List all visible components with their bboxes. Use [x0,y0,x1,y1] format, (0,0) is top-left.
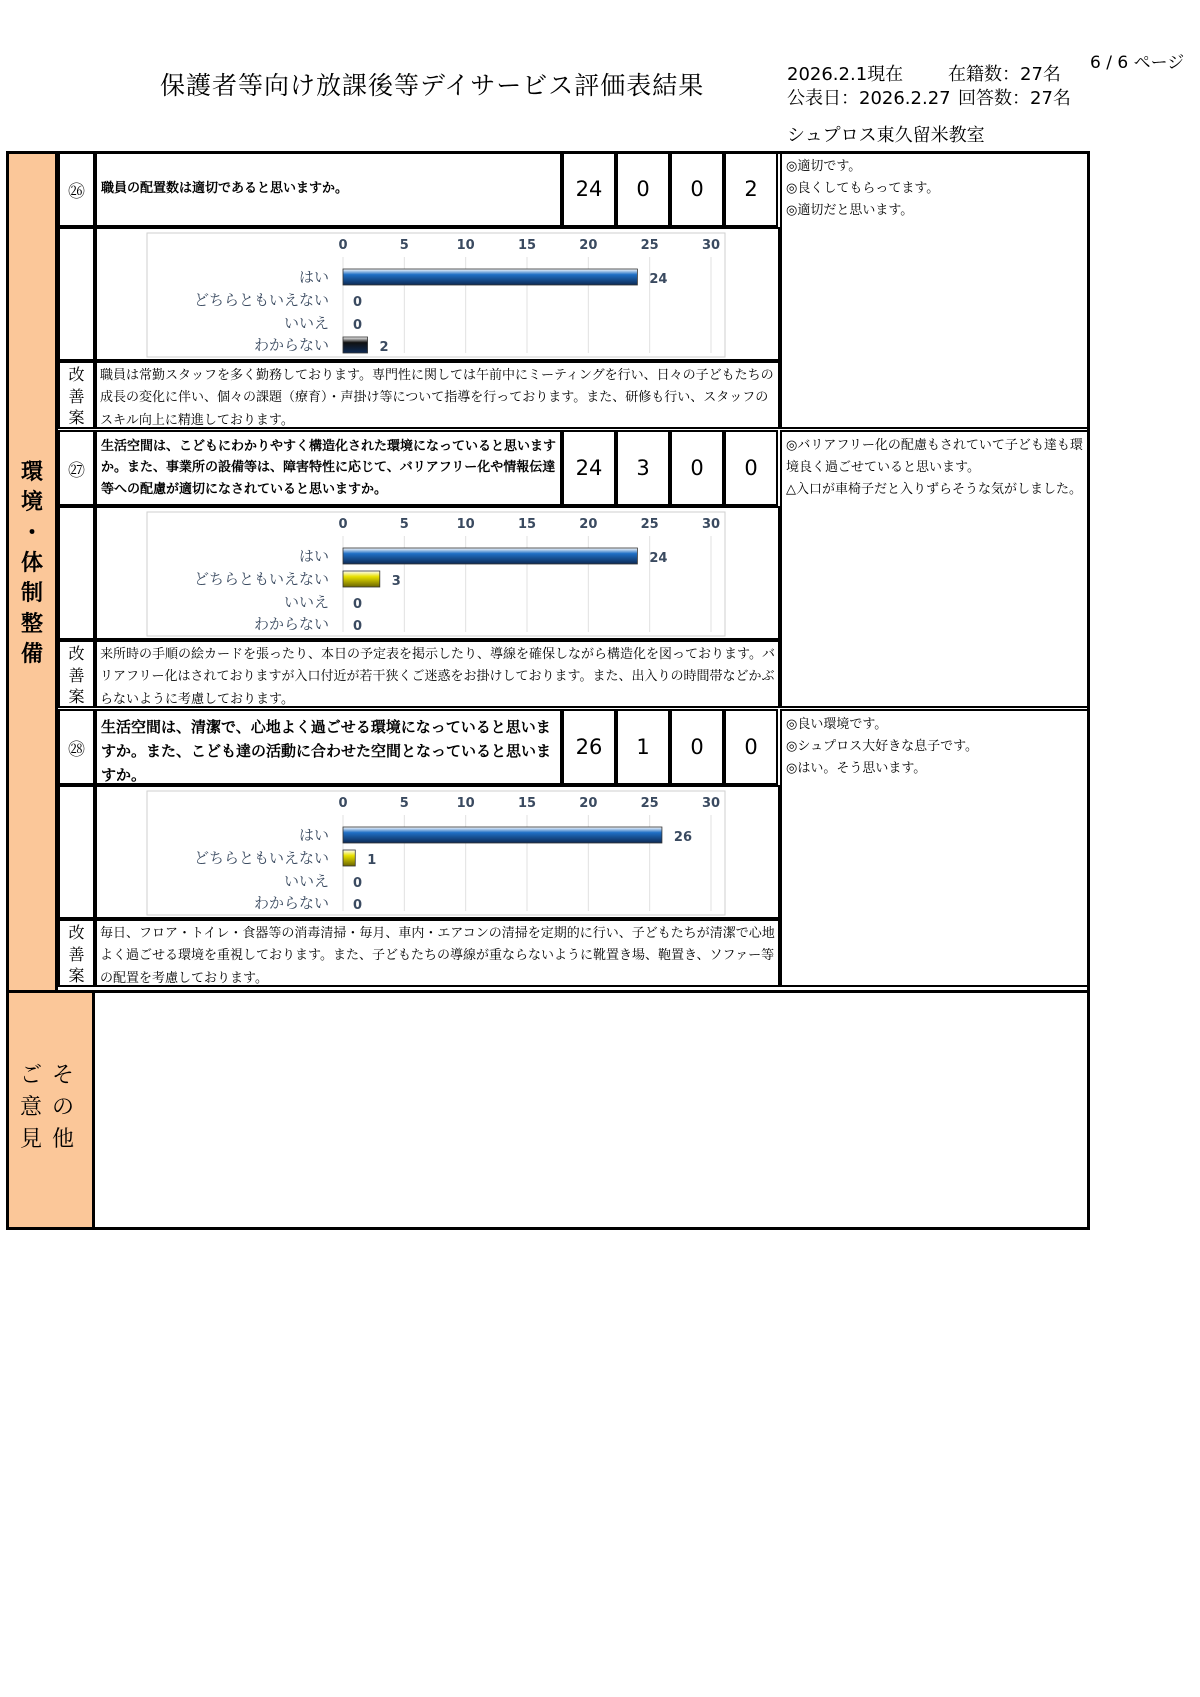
bar [343,850,355,866]
chart-row-spacer [58,227,95,361]
category-label: どちらともいえない [193,291,329,309]
x-tick-label: 0 [338,517,348,532]
category-label: いいえ [283,314,329,332]
other-opinions-content[interactable] [95,993,1085,1227]
data-label: 0 [353,295,363,310]
response-count: 回答数：27名 [958,88,1071,109]
count-yes: 26 [562,709,616,785]
kaizen-text: 来所時の手順の絵カードを張ったり、本日の予定表を掲示したり、導線を確保しながら構造化を図っております。バリアフリー化はされておりますが入口付近が若干狭くご迷惑をお掛けしております。また、出入りの時間帯などかぶらないように考慮しております。 [95,640,780,708]
response-bar-chart [97,787,780,919]
bar [343,827,662,843]
other-label: ご 意 見 そ の 他 [20,1063,75,1152]
count-unknown: 0 [724,709,778,785]
question-text: 職員の配置数は適切であると思いますか。 [95,151,562,227]
data-label: 0 [353,318,363,333]
chart-cell [95,506,780,640]
data-label: 3 [391,574,401,589]
parent-comments: ◎良い環境です。 ◎シュプロス大好きな息子です。 ◎はい。そう思います。 [780,709,1090,987]
category-label: どちらともいえない [193,849,329,867]
category-label: はい [298,826,329,844]
x-tick-label: 0 [338,238,348,253]
count-unknown: 0 [724,430,778,506]
count-yes: 24 [562,151,616,227]
x-tick-label: 5 [399,517,409,532]
x-tick-label: 25 [640,238,659,253]
data-label: 24 [649,551,668,566]
response-bar-chart [97,508,780,640]
data-label: 2 [379,340,389,355]
parent-comments: ◎適切です。 ◎良くしてもらってます。 ◎適切だと思います。 [780,151,1090,429]
chart-cell [95,785,780,919]
count-no: 0 [670,430,724,506]
category-label: いいえ [283,593,329,611]
count-neutral: 1 [616,709,670,785]
question-number: ㉗ [58,430,95,506]
x-tick-label: 30 [701,517,721,532]
x-tick-label: 0 [338,796,348,811]
count-neutral: 3 [616,430,670,506]
question-number: ㉖ [58,151,95,227]
x-tick-label: 15 [517,517,537,532]
category-label: いいえ [283,872,329,890]
x-tick-label: 5 [399,238,409,253]
question-text: 生活空間は、清潔で、心地よく過ごせる環境になっていると思いますか。また、こども達の活動に合わせた空間となっていると思いますか。 [95,709,562,785]
publish-date: 公表日：2026.2.27 [787,88,951,109]
category-label: はい [298,547,329,565]
x-tick-label: 20 [579,796,598,811]
bar [343,548,637,564]
kaizen-label: 改 善 案 [58,361,95,429]
school-name: シュプロス東久留米教室 [787,125,985,146]
x-tick-label: 15 [517,238,537,253]
count-neutral: 0 [616,151,670,227]
x-tick-label: 15 [517,796,537,811]
data-label: 0 [353,619,363,634]
chart-row-spacer [58,785,95,919]
parent-comments: ◎バリアフリー化の配慮もされていて子ども達も環境良く過ごせていると思います。 △入口が車椅子だと入りずらそうな気がしました。 [780,430,1090,708]
data-label: 1 [367,853,377,868]
x-tick-label: 20 [579,238,598,253]
x-tick-label: 25 [640,796,659,811]
kaizen-label: 改 善 案 [58,640,95,708]
question-number: ㉘ [58,709,95,785]
category-label: はい [298,268,329,286]
x-tick-label: 10 [456,796,475,811]
date-current: 2026.2.1現在 [787,64,904,85]
count-unknown: 2 [724,151,778,227]
x-tick-label: 25 [640,517,659,532]
data-label: 0 [353,898,363,913]
enrolled-count: 在籍数：27名 [948,64,1061,85]
data-label: 0 [353,876,363,891]
category-label: わからない [253,336,329,354]
count-yes: 24 [562,430,616,506]
chart-cell [95,227,780,361]
count-no: 0 [670,709,724,785]
bar [343,337,368,353]
category-label: 環 境 ・ 体 制 整 備 [20,460,43,668]
x-tick-label: 10 [456,238,475,253]
bar [343,571,380,587]
category-label: どちらともいえない [193,570,329,588]
data-label: 0 [353,597,363,612]
x-tick-label: 10 [456,517,475,532]
count-no: 0 [670,151,724,227]
data-label: 24 [649,272,668,287]
question-text: 生活空間は、こどもにわかりやすく構造化された環境になっていると思いますか。また、事業所の設備等は、障害特性に応じて、バリアフリー化や情報伝達等への配慮が適切になされていると思いますか。 [95,430,562,506]
kaizen-label: 改 善 案 [58,919,95,987]
kaizen-text: 職員は常勤スタッフを多く勤務しております。専門性に関しては午前中にミーティングを行い、日々の子どもたちの成長の変化に伴い、個々の課題（療育）・声掛け等について指導を行っております。また、研修も行い、スタッフのスキル向上に精進しております。 [95,361,780,429]
x-tick-label: 30 [701,796,721,811]
data-label: 26 [673,830,693,845]
kaizen-text: 毎日、フロア・トイレ・食器等の消毒清掃・毎月、車内・エアコンの清掃を定期的に行い、子どもたちが清潔で心地よく過ごせる環境を重視しております。また、子どもたちの導線が重ならないように靴置き場、鞄置き、ソファー等の配置を考慮しております。 [95,919,780,987]
bar [343,269,637,285]
response-bar-chart [97,229,780,361]
chart-row-spacer [58,506,95,640]
page-number: 6 / 6 ページ [1090,53,1185,73]
x-tick-label: 20 [579,517,598,532]
x-tick-label: 30 [701,238,721,253]
page-title: 保護者等向け放課後等デイサービス評価表結果 [160,71,705,100]
category-label: わからない [253,615,329,633]
category-label: わからない [253,894,329,912]
x-tick-label: 5 [399,796,409,811]
